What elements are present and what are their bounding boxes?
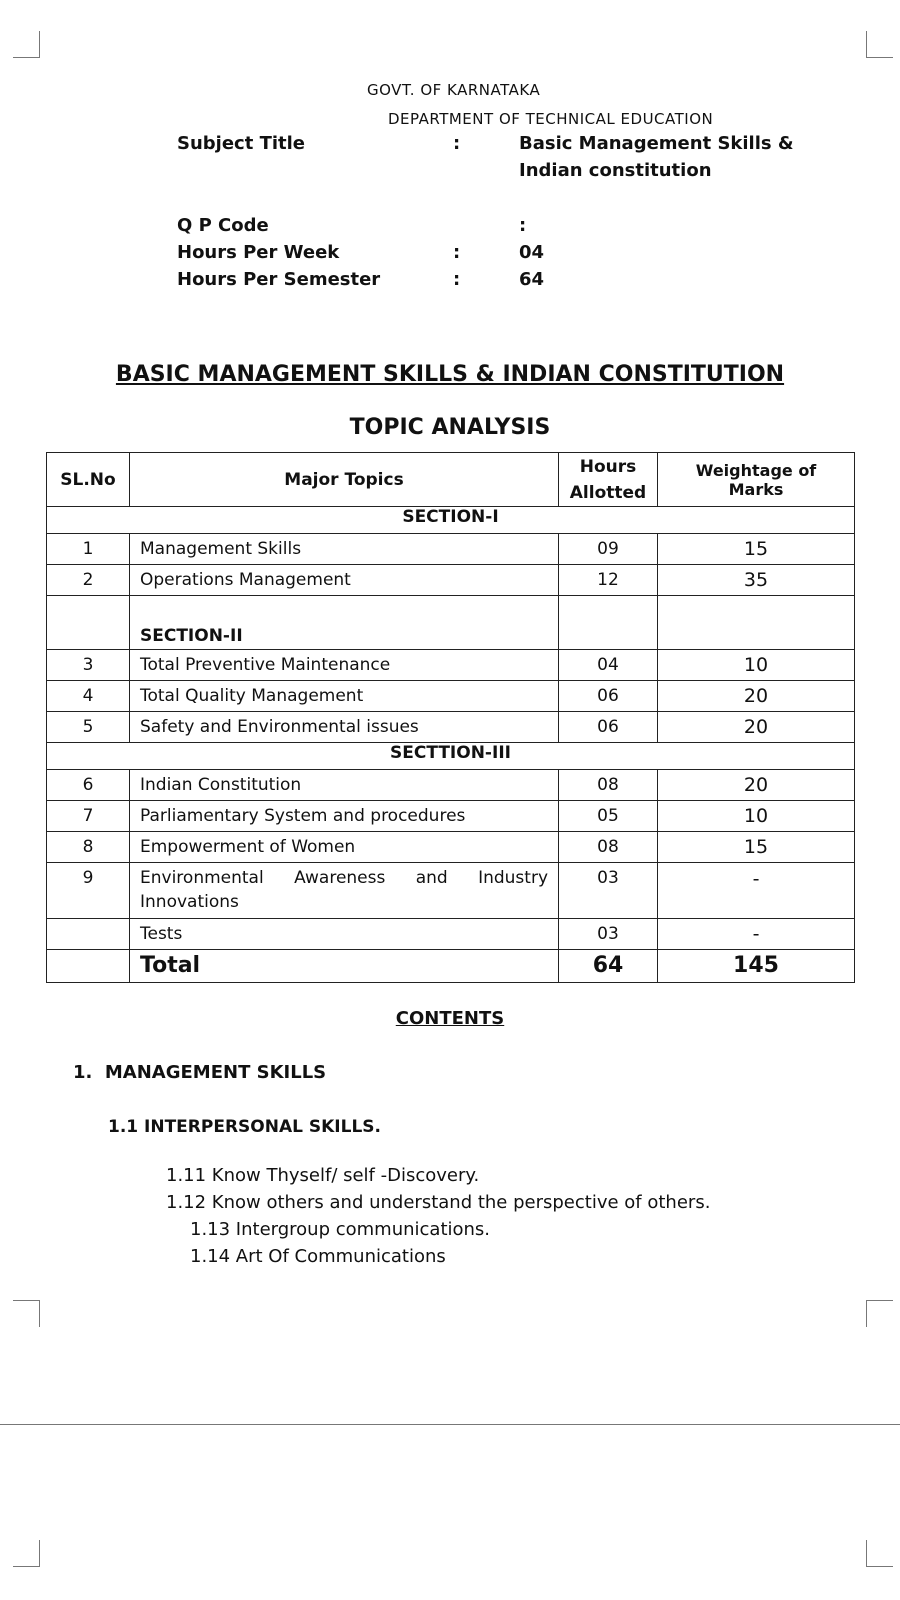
section-row — [47, 507, 855, 534]
cell-hours: 03 — [559, 863, 658, 919]
hours-per-week-colon: : — [453, 242, 461, 263]
section-label: SECTTION-III — [47, 743, 855, 770]
cell-marks: 20 — [658, 712, 855, 743]
cell-marks: - — [658, 919, 855, 950]
hours-per-week-value: 04 — [519, 242, 545, 263]
toc-chapter: 1. MANAGEMENT SKILLS — [73, 1062, 327, 1083]
govt-heading: GOVT. OF KARNATAKA — [367, 81, 541, 99]
toc-item: 1.12 Know others and understand the perspective of others. — [166, 1192, 711, 1213]
cell-topic: Total Quality Management — [130, 681, 559, 712]
table-header-row — [47, 453, 855, 507]
empty-cell — [47, 950, 130, 983]
cell-sl: 4 — [47, 681, 130, 712]
cell-marks: 35 — [658, 565, 855, 596]
table-row — [47, 565, 855, 596]
table-row — [47, 801, 855, 832]
cell-marks: 20 — [658, 770, 855, 801]
subject-title-value-1: Basic Management Skills & — [519, 133, 794, 154]
cell-hours: 06 — [559, 712, 658, 743]
cell-hours: 08 — [559, 832, 658, 863]
cell-hours: 08 — [559, 770, 658, 801]
cell-hours: 12 — [559, 565, 658, 596]
cell-topic: Safety and Environmental issues — [130, 712, 559, 743]
cell-sl: 8 — [47, 832, 130, 863]
cell-topic: Tests — [130, 919, 559, 950]
cell-marks: 20 — [658, 681, 855, 712]
hours-per-semester-colon: : — [453, 269, 461, 290]
col-header-hours-line1: Hours — [579, 456, 637, 477]
toc-section: 1.1 INTERPERSONAL SKILLS. — [108, 1117, 381, 1137]
cell-marks: 15 — [658, 832, 855, 863]
cell-topic: Total Preventive Maintenance — [130, 650, 559, 681]
cell-topic: Empowerment of Women — [130, 832, 559, 863]
total-row — [47, 950, 855, 983]
department-heading: DEPARTMENT OF TECHNICAL EDUCATION — [388, 110, 714, 128]
cell-topic-line2: Innovations — [140, 892, 239, 912]
table-row — [47, 863, 855, 919]
section-row — [47, 596, 855, 650]
col-header-weightage: Weightage of Marks — [658, 453, 855, 507]
cell-topic: Operations Management — [130, 565, 559, 596]
cell-topic — [130, 863, 559, 919]
total-marks: 145 — [658, 950, 855, 983]
crop-mark-top-right — [866, 31, 893, 58]
contents-title: CONTENTS — [395, 1008, 505, 1029]
table-row — [47, 770, 855, 801]
col-header-sl: SL.No — [47, 453, 130, 507]
col-header-hours — [559, 453, 658, 507]
cell-sl: 1 — [47, 534, 130, 565]
toc-item: 1.13 Intergroup communications. — [190, 1219, 491, 1240]
cell-topic: Parliamentary System and procedures — [130, 801, 559, 832]
subject-title-value-2: Indian constitution — [519, 160, 712, 181]
cell-sl: 6 — [47, 770, 130, 801]
section-label: SECTION-II — [130, 596, 559, 650]
cell-marks: 10 — [658, 650, 855, 681]
cell-sl: 7 — [47, 801, 130, 832]
cell-sl: 3 — [47, 650, 130, 681]
cell-topic: Indian Constitution — [130, 770, 559, 801]
cell-sl: 2 — [47, 565, 130, 596]
total-label: Total — [130, 950, 559, 983]
cell-sl: 5 — [47, 712, 130, 743]
crop-mark-mid-left — [13, 1300, 40, 1327]
table-row — [47, 832, 855, 863]
cell-marks: - — [658, 863, 855, 919]
total-hours: 64 — [559, 950, 658, 983]
section-label: SECTION-I — [47, 507, 855, 534]
qp-code-colon: : — [519, 215, 527, 236]
crop-mark-bottom-left — [13, 1540, 40, 1567]
subject-title-colon: : — [453, 133, 461, 154]
cell-marks: 15 — [658, 534, 855, 565]
empty-cell — [47, 596, 130, 650]
hours-per-week-label: Hours Per Week — [177, 242, 340, 263]
cell-hours: 04 — [559, 650, 658, 681]
hours-per-semester-label: Hours Per Semester — [177, 269, 381, 290]
toc-item: 1.14 Art Of Communications — [190, 1246, 446, 1267]
cell-hours: 03 — [559, 919, 658, 950]
tests-row — [47, 919, 855, 950]
page-divider — [0, 1424, 900, 1425]
table-row — [47, 712, 855, 743]
section-row — [47, 743, 855, 770]
hours-per-semester-value: 64 — [519, 269, 545, 290]
table-row — [47, 534, 855, 565]
topic-analysis-title: TOPIC ANALYSIS — [349, 415, 551, 440]
cell-hours: 05 — [559, 801, 658, 832]
cell-topic: Management Skills — [130, 534, 559, 565]
empty-cell — [559, 596, 658, 650]
toc-item: 1.11 Know Thyself/ self -Discovery. — [166, 1165, 480, 1186]
cell-hours: 06 — [559, 681, 658, 712]
subject-title-label: Subject Title — [177, 133, 306, 154]
crop-mark-bottom-right — [866, 1540, 893, 1567]
cell-sl: 9 — [47, 863, 130, 919]
topic-analysis-table — [46, 452, 855, 983]
cell-topic-line1: Environmental Awareness and Industry — [140, 868, 548, 888]
empty-cell — [47, 919, 130, 950]
empty-cell — [658, 596, 855, 650]
cell-marks: 10 — [658, 801, 855, 832]
cell-hours: 09 — [559, 534, 658, 565]
col-header-hours-line2: Allotted — [569, 482, 647, 503]
col-header-topics: Major Topics — [130, 453, 559, 507]
crop-mark-mid-right — [866, 1300, 893, 1327]
table-row — [47, 681, 855, 712]
crop-mark-top-left — [13, 31, 40, 58]
table-row — [47, 650, 855, 681]
qp-code-label: Q P Code — [177, 215, 269, 236]
document-title: BASIC MANAGEMENT SKILLS & INDIAN CONSTITUTION — [115, 362, 785, 387]
